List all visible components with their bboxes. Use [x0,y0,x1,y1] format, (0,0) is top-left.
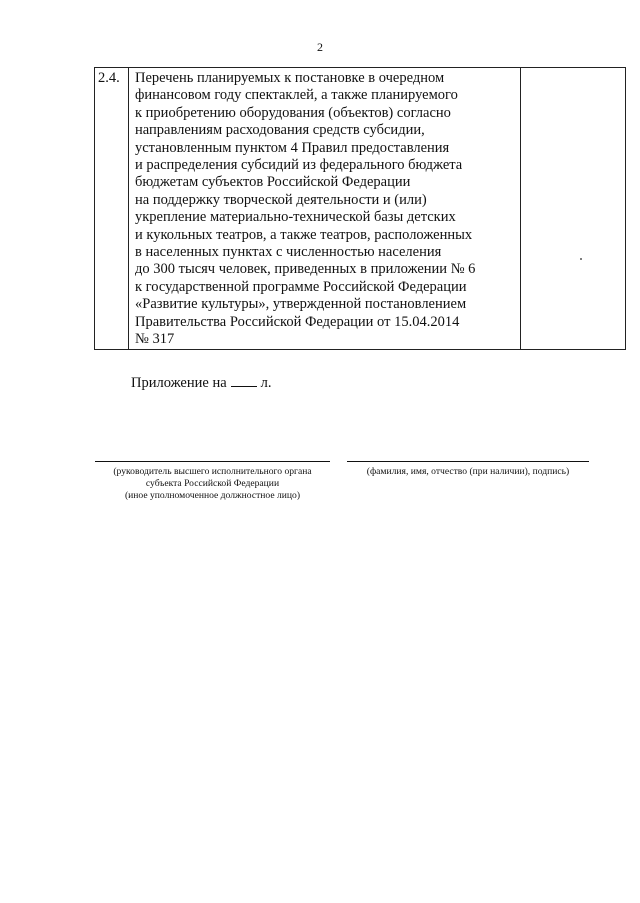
scan-dot-mark [580,258,582,260]
attachment-suffix: л. [260,375,272,391]
section-text-line: к государственной программе Российской Федерации [135,278,467,295]
section-text-line: к приобретению оборудования (объектов) согласно [135,104,451,121]
name-signature-caption: (фамилия, имя, отчество (при наличии), подпись) [366,466,570,477]
section-text-line: укрепление материально-технической базы детских [135,209,456,226]
section-text-line: № 317 [135,331,175,348]
section-text-line: направлениям расходования средств субсидии, [135,122,425,139]
official-caption-line: (руководитель высшего исполнительного органа [113,466,312,477]
signature-line-name [347,461,589,462]
section-text-line: Правительства Российской Федерации от 15.04.2014 [135,313,460,330]
attachment-pages-blank [231,374,257,387]
section-text-line: в населенных пунктах с численностью населения [135,244,442,261]
section-text [129,68,520,349]
attachment-prefix: Приложение на [131,375,227,391]
table-row [95,68,626,350]
attachment-line [131,374,272,392]
section-text-line: на поддержку творческой деятельности и (или) [135,191,427,208]
section-text-line: и кукольных театров, а также театров, расположенных [135,226,473,243]
section-text-cell [129,68,521,350]
section-text-line: до 300 тысяч человек, приведенных в приложении № 6 [135,261,476,278]
signature-line-official [95,461,330,462]
section-text-line: установленным пунктом 4 Правил предоставления [135,139,450,156]
section-text-line: Перечень планируемых к постановке в очередном [135,70,445,86]
section-table [94,67,626,350]
official-caption [95,466,330,502]
section-text-line: и распределения субсидий из федерального бюджета [135,157,463,174]
section-text-line: бюджетам субъектов Российской Федерации [135,174,411,191]
section-value-cell [521,68,626,350]
section-number-cell [95,68,129,350]
section-text-line: «Развитие культуры», утвержденной постановлением [135,296,467,313]
section-text-line: финансовом году спектаклей, а также планируемого [135,87,458,104]
official-caption-line: (иное уполномоченное должностное лицо) [124,490,301,501]
section-number: 2.4. [98,70,120,86]
official-caption-line: субъекта Российской Федерации [145,478,280,489]
page-number: 2 [317,40,323,54]
